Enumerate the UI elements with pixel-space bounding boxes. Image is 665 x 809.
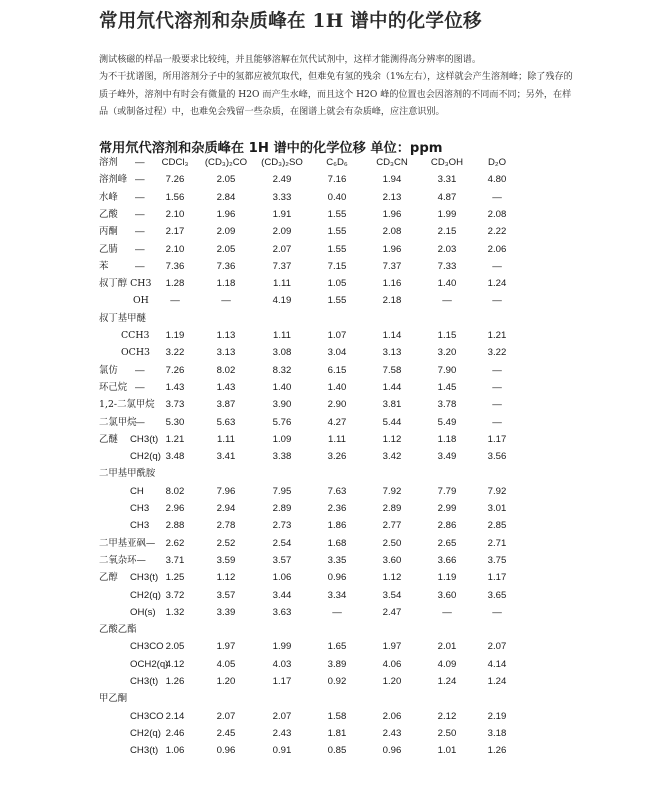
shift-value: 1.12 <box>216 572 236 584</box>
shift-value: 5.44 <box>382 416 402 428</box>
row-label: CCH3 <box>121 330 150 341</box>
shift-value: 2.50 <box>437 727 457 739</box>
column-header: D₂O <box>487 157 507 168</box>
shift-value: 3.57 <box>272 554 292 566</box>
shift-value: 1.24 <box>487 676 507 687</box>
shift-value: 2.47 <box>382 606 402 618</box>
shift-value: 3.87 <box>216 399 236 411</box>
shift-value: 3.20 <box>437 347 457 359</box>
shift-value: 1.21 <box>487 330 507 341</box>
header-label: 溶剂 <box>99 157 118 168</box>
shift-value: 5.30 <box>165 416 185 428</box>
shift-value: 3.57 <box>216 589 236 601</box>
row-sublabel: CH2(q) <box>130 727 161 739</box>
shift-value: 3.63 <box>272 606 292 618</box>
shift-value: 1.55 <box>327 226 347 238</box>
shift-value: 1.11 <box>273 278 291 290</box>
shift-value: 2.15 <box>437 226 457 238</box>
intro-paragraph: 为不干扰谱图，所用溶剂分子中的氢都应被氘取代，但难免有氢的残余（1%左右），这样就会产生溶剂峰；除了残存的质子峰外，溶剂中有时会有微量的 H2O 而产生水峰，而且这个 H2O 峰的位置也会因溶剂的不同而不同；另外，在样品（或制备过程）中，也难免会残留一些杂质，在图谱上就会有杂质峰，应注意识别。 <box>99 72 573 118</box>
shift-value: 2.65 <box>437 537 457 549</box>
shift-value: 2.18 <box>382 295 402 307</box>
shift-value: 2.12 <box>437 710 457 722</box>
shift-value: 5.63 <box>216 416 236 428</box>
shift-value: 4.06 <box>382 658 402 670</box>
shift-value: 3.01 <box>487 503 507 514</box>
shift-value: 7.63 <box>327 485 347 497</box>
shift-value: 2.22 <box>487 226 507 238</box>
shift-value: 2.94 <box>216 503 236 514</box>
shift-value: 8.32 <box>272 364 292 376</box>
row-sublabel: CH3 <box>130 503 150 514</box>
shift-value: 2.43 <box>272 727 292 739</box>
shift-value: 0.96 <box>382 745 402 757</box>
shift-value: 1.17 <box>272 676 292 687</box>
row-dash: — <box>135 243 145 255</box>
page-title: 常用氘代溶剂和杂质峰在 1H 谱中的化学位移 <box>99 11 482 32</box>
shift-value: 3.44 <box>272 589 292 601</box>
row-sublabel: CH2(q) <box>130 589 161 601</box>
shift-value: 3.65 <box>487 589 507 601</box>
shift-value: 3.72 <box>165 589 185 601</box>
shift-value: 1.18 <box>216 278 236 290</box>
shift-value: — <box>492 399 502 411</box>
shift-value: 7.26 <box>165 174 185 186</box>
shift-value: 3.75 <box>487 554 507 566</box>
shift-value: 3.13 <box>382 347 402 359</box>
shift-value: 7.95 <box>272 485 292 497</box>
shift-value: 3.34 <box>327 589 347 601</box>
shift-value: 4.03 <box>272 658 292 670</box>
shift-value: 1.05 <box>327 278 347 290</box>
shift-value: 2.05 <box>165 641 185 653</box>
shift-value: 2.54 <box>272 537 292 549</box>
shift-value: 2.07 <box>487 641 507 653</box>
shift-value: — <box>492 364 502 376</box>
shift-value: 3.18 <box>487 727 507 739</box>
shift-value: 1.19 <box>165 330 185 341</box>
shift-value: 2.50 <box>382 537 402 549</box>
shift-value: 1.81 <box>327 727 347 739</box>
shift-value: 2.09 <box>216 226 236 238</box>
shift-value: 1.45 <box>437 381 457 393</box>
row-label: 叔丁醇 CH3 <box>99 278 152 290</box>
shift-value: 3.22 <box>165 347 185 359</box>
shift-value: 1.16 <box>382 278 402 290</box>
shift-value: — <box>492 260 502 272</box>
shift-value: 2.13 <box>382 191 402 203</box>
shift-value: 1.97 <box>216 641 236 653</box>
shift-value: — <box>332 606 342 618</box>
shift-value: 0.85 <box>327 745 347 757</box>
shift-value: 1.07 <box>327 330 347 341</box>
shift-value: 2.88 <box>165 520 185 532</box>
shift-value: 1.01 <box>437 745 457 757</box>
row-dash: — <box>135 364 145 376</box>
row-label: 环己烷 <box>99 381 128 393</box>
shift-value: 5.49 <box>437 416 457 428</box>
shift-value: 2.78 <box>216 520 236 532</box>
shift-value: 3.26 <box>327 451 347 463</box>
shift-value: 1.09 <box>272 433 292 445</box>
shift-value: 7.96 <box>216 485 236 497</box>
shift-value: 1.96 <box>382 208 402 220</box>
row-dash: — <box>135 260 145 272</box>
shift-value: 7.16 <box>327 174 347 186</box>
shift-value: 0.96 <box>216 745 236 757</box>
shift-value: 7.37 <box>382 260 402 272</box>
shift-value: 3.35 <box>327 554 347 566</box>
shift-value: 1.99 <box>437 208 457 220</box>
row-label: OCH3 <box>121 347 150 359</box>
shift-value: 3.22 <box>487 347 507 359</box>
shift-value: 2.05 <box>216 174 236 186</box>
shift-value: 2.01 <box>437 641 457 653</box>
shift-value: 7.58 <box>382 364 402 376</box>
shift-value: 3.08 <box>272 347 292 359</box>
shift-value: 2.14 <box>165 710 185 722</box>
row-label: 二氧杂环— <box>99 554 146 566</box>
shift-value: 1.58 <box>327 710 347 722</box>
shift-value: 1.40 <box>327 381 347 393</box>
column-header: CDCl₃ <box>161 157 189 168</box>
column-header: (CD₃)₂CO <box>204 157 248 168</box>
row-sublabel: CH3(t) <box>130 676 159 687</box>
shift-value: 1.06 <box>272 572 292 584</box>
shift-value: 2.43 <box>382 727 402 739</box>
row-sublabel: CH3 <box>130 520 150 532</box>
shift-value: 8.02 <box>165 485 185 497</box>
shift-value: 3.73 <box>165 399 185 411</box>
shift-value: 1.14 <box>382 330 402 341</box>
shift-value: 2.06 <box>382 710 402 722</box>
shift-value: 1.86 <box>327 520 347 532</box>
shift-value: 7.33 <box>437 260 457 272</box>
row-dash: — <box>135 174 145 186</box>
shift-value: 3.38 <box>272 451 292 463</box>
shift-value: 1.12 <box>382 433 402 445</box>
shift-value: 2.08 <box>487 208 507 220</box>
shift-value: 3.89 <box>327 658 347 670</box>
row-label: 苯 <box>99 260 109 272</box>
shift-value: 3.59 <box>216 554 236 566</box>
shift-value: 0.40 <box>327 191 347 203</box>
group-label: 甲乙酮 <box>99 693 128 705</box>
intro-paragraph: 测试核磁的样品一般要求比较纯，并且能够溶解在氘代试剂中，这样才能测得高分辨率的图谱。 <box>99 55 481 65</box>
shift-value: 2.84 <box>216 191 236 203</box>
table-heading: 常用氘代溶剂和杂质峰在 1H 谱中的化学位移 单位：ppm <box>99 141 443 156</box>
row-label: 氯仿 <box>99 364 118 376</box>
shift-value: 1.99 <box>272 641 292 653</box>
shift-value: 3.56 <box>487 451 507 463</box>
shift-value: 1.40 <box>272 381 292 393</box>
shift-value: 1.56 <box>165 191 185 203</box>
shift-value: 3.42 <box>382 451 402 463</box>
shift-value: 4.14 <box>487 658 507 670</box>
shift-value: 1.68 <box>327 537 347 549</box>
shift-value: 1.26 <box>165 676 185 687</box>
shift-value: 3.49 <box>437 451 457 463</box>
shift-value: 2.45 <box>216 727 236 739</box>
shift-value: 1.26 <box>487 745 507 757</box>
shift-value: 4.87 <box>437 191 457 203</box>
shift-value: 1.96 <box>382 243 402 255</box>
shift-value: — <box>492 295 502 307</box>
shift-value: 0.96 <box>327 572 347 584</box>
shift-value: 3.90 <box>272 399 292 411</box>
shift-value: 2.17 <box>165 226 185 238</box>
shift-value: 1.55 <box>327 295 347 307</box>
shift-value: 0.91 <box>272 745 292 757</box>
row-label: OH <box>133 295 149 307</box>
shift-value: 1.11 <box>273 330 291 341</box>
shift-value: 2.89 <box>382 503 402 514</box>
row-label: 二甲基亚砜— <box>99 537 156 549</box>
shift-value: 1.97 <box>382 641 402 653</box>
shift-value: 2.03 <box>437 243 457 255</box>
shift-value: 2.90 <box>327 399 347 411</box>
shift-value: 7.92 <box>487 485 507 497</box>
shift-value: 7.15 <box>327 260 347 272</box>
row-label: 乙酸 <box>99 208 118 220</box>
shift-value: 1.91 <box>272 208 292 220</box>
shift-value: — <box>442 295 452 307</box>
shift-value: 1.20 <box>216 676 236 687</box>
row-sublabel: CH3(t) <box>130 745 159 757</box>
shift-value: 1.13 <box>216 330 236 341</box>
shift-value: 1.17 <box>487 572 507 584</box>
shift-value: 3.54 <box>382 589 402 601</box>
shift-value: 2.05 <box>216 243 236 255</box>
row-label: 二氯甲烷 <box>99 416 137 428</box>
shift-value: 1.43 <box>216 381 236 393</box>
shift-value: 2.19 <box>487 710 507 722</box>
shift-value: 2.96 <box>165 503 185 514</box>
shift-value: 3.78 <box>437 399 457 411</box>
row-sublabel: CH <box>130 485 144 497</box>
row-sublabel: CH3(t) <box>130 572 159 584</box>
shift-value: 7.36 <box>165 260 185 272</box>
shift-value: 3.13 <box>216 347 236 359</box>
shift-value: 1.24 <box>437 676 457 687</box>
shift-value: 1.43 <box>165 381 185 393</box>
shift-value: 3.81 <box>382 399 402 411</box>
shift-value: 1.32 <box>165 606 185 618</box>
shift-value: 2.10 <box>165 243 185 255</box>
row-dash: — <box>135 208 145 220</box>
row-dash: — <box>135 416 145 428</box>
shift-value: 7.79 <box>437 485 457 497</box>
shift-value: 4.05 <box>216 658 236 670</box>
shift-value: — <box>221 295 231 307</box>
shift-value: 1.24 <box>487 278 507 290</box>
shift-value: 6.15 <box>327 364 347 376</box>
shift-value: 7.36 <box>216 260 236 272</box>
shift-value: 2.85 <box>487 520 507 532</box>
shift-value: 3.04 <box>327 347 347 359</box>
shift-value: 2.07 <box>272 243 292 255</box>
group-label: 乙酸乙酯 <box>99 624 137 636</box>
shift-value: 2.49 <box>272 174 292 186</box>
shift-value: 2.62 <box>165 537 185 549</box>
shift-value: 1.12 <box>382 572 402 584</box>
shift-value: 7.92 <box>382 485 402 497</box>
shift-value: 1.18 <box>437 433 457 445</box>
row-sublabel: CH2(q) <box>130 451 161 463</box>
shift-value: 2.77 <box>382 520 402 532</box>
group-label: 叔丁基甲醚 <box>99 312 146 324</box>
shift-value: 2.07 <box>216 710 236 722</box>
row-dash: — <box>135 191 145 203</box>
shift-value: — <box>492 191 502 203</box>
shift-value: 2.73 <box>272 520 292 532</box>
shift-value: 5.76 <box>272 416 292 428</box>
shift-value: 2.06 <box>487 243 507 255</box>
shift-value: 3.60 <box>382 554 402 566</box>
shift-value: 3.60 <box>437 589 457 601</box>
shift-value: 2.52 <box>216 537 236 549</box>
shift-value: 4.12 <box>165 658 185 670</box>
shift-value: 3.41 <box>216 451 236 463</box>
row-label: 丙酮 <box>99 226 118 238</box>
shift-value: 1.17 <box>487 433 507 445</box>
shift-value: 2.99 <box>437 503 457 514</box>
column-header: CD₃OH <box>430 157 464 168</box>
shift-value: 7.90 <box>437 364 457 376</box>
shift-value: 4.19 <box>272 295 292 307</box>
shift-value: — <box>492 381 502 393</box>
row-label: 乙醚 <box>99 433 118 445</box>
shift-value: 2.08 <box>382 226 402 238</box>
row-label: 水峰 <box>99 191 118 203</box>
shift-value: 4.80 <box>487 174 507 186</box>
shift-value: 1.55 <box>327 243 347 255</box>
shift-value: 1.15 <box>437 330 457 341</box>
shift-value: 0.92 <box>327 676 347 687</box>
shift-value: 1.06 <box>165 745 185 757</box>
row-sublabel: CH3CO <box>130 641 164 653</box>
shift-value: 7.37 <box>272 260 292 272</box>
shift-value: 3.33 <box>272 191 292 203</box>
shift-value: 2.89 <box>272 503 292 514</box>
shift-value: 1.44 <box>382 381 402 393</box>
header-dash: — <box>135 157 145 168</box>
shift-value: 3.71 <box>165 554 185 566</box>
row-dash: — <box>135 226 145 238</box>
shift-value: 1.94 <box>382 174 402 186</box>
shift-value: — <box>442 606 452 618</box>
shift-value: — <box>170 295 180 307</box>
row-sublabel: OH(s) <box>130 606 156 618</box>
shift-value: 2.09 <box>272 226 292 238</box>
shift-value: 2.71 <box>487 537 507 549</box>
shift-value: 1.28 <box>165 278 185 290</box>
shift-value: 1.65 <box>327 641 347 653</box>
row-sublabel: CH3(t) <box>130 433 159 445</box>
column-header: C₆D₆ <box>326 157 348 168</box>
row-label: 乙醇 <box>99 572 118 584</box>
shift-value: — <box>492 416 502 428</box>
shift-value: 1.20 <box>382 676 402 687</box>
shift-value: — <box>492 606 502 618</box>
shift-value: 3.39 <box>216 606 236 618</box>
row-dash: — <box>135 381 145 393</box>
shift-value: 1.21 <box>165 433 185 445</box>
shift-value: 3.31 <box>437 174 457 186</box>
row-label: 1,2-二氯甲烷 <box>99 399 155 411</box>
shift-value: 1.55 <box>327 208 347 220</box>
shift-value: 7.26 <box>165 364 185 376</box>
shift-value: 1.11 <box>217 433 235 445</box>
row-sublabel: CH3CO <box>130 710 164 722</box>
group-label: 二甲基甲酰胺 <box>99 468 156 480</box>
shift-value: 3.66 <box>437 554 457 566</box>
column-header: (CD₃)₂SO <box>261 157 303 168</box>
shift-value: 4.27 <box>327 416 347 428</box>
shift-value: 1.11 <box>328 433 346 445</box>
row-label: 乙腈 <box>99 243 118 255</box>
shift-value: 2.86 <box>437 520 457 532</box>
shift-value: 1.19 <box>437 572 457 584</box>
row-label: 溶剂峰 <box>99 174 128 186</box>
shift-value: 4.09 <box>437 658 457 670</box>
shift-value: 1.96 <box>216 208 236 220</box>
shift-value: 2.36 <box>327 503 347 514</box>
shift-value: 2.07 <box>272 710 292 722</box>
column-header: CD₃CN <box>376 157 408 168</box>
row-sublabel: OCH2(q) <box>130 658 169 670</box>
shift-value: 2.10 <box>165 208 185 220</box>
shift-value: 3.48 <box>165 451 185 463</box>
shift-value: 1.40 <box>437 278 457 290</box>
shift-value: 1.25 <box>165 572 185 584</box>
shift-value: 8.02 <box>216 364 236 376</box>
shift-value: 2.46 <box>165 727 185 739</box>
